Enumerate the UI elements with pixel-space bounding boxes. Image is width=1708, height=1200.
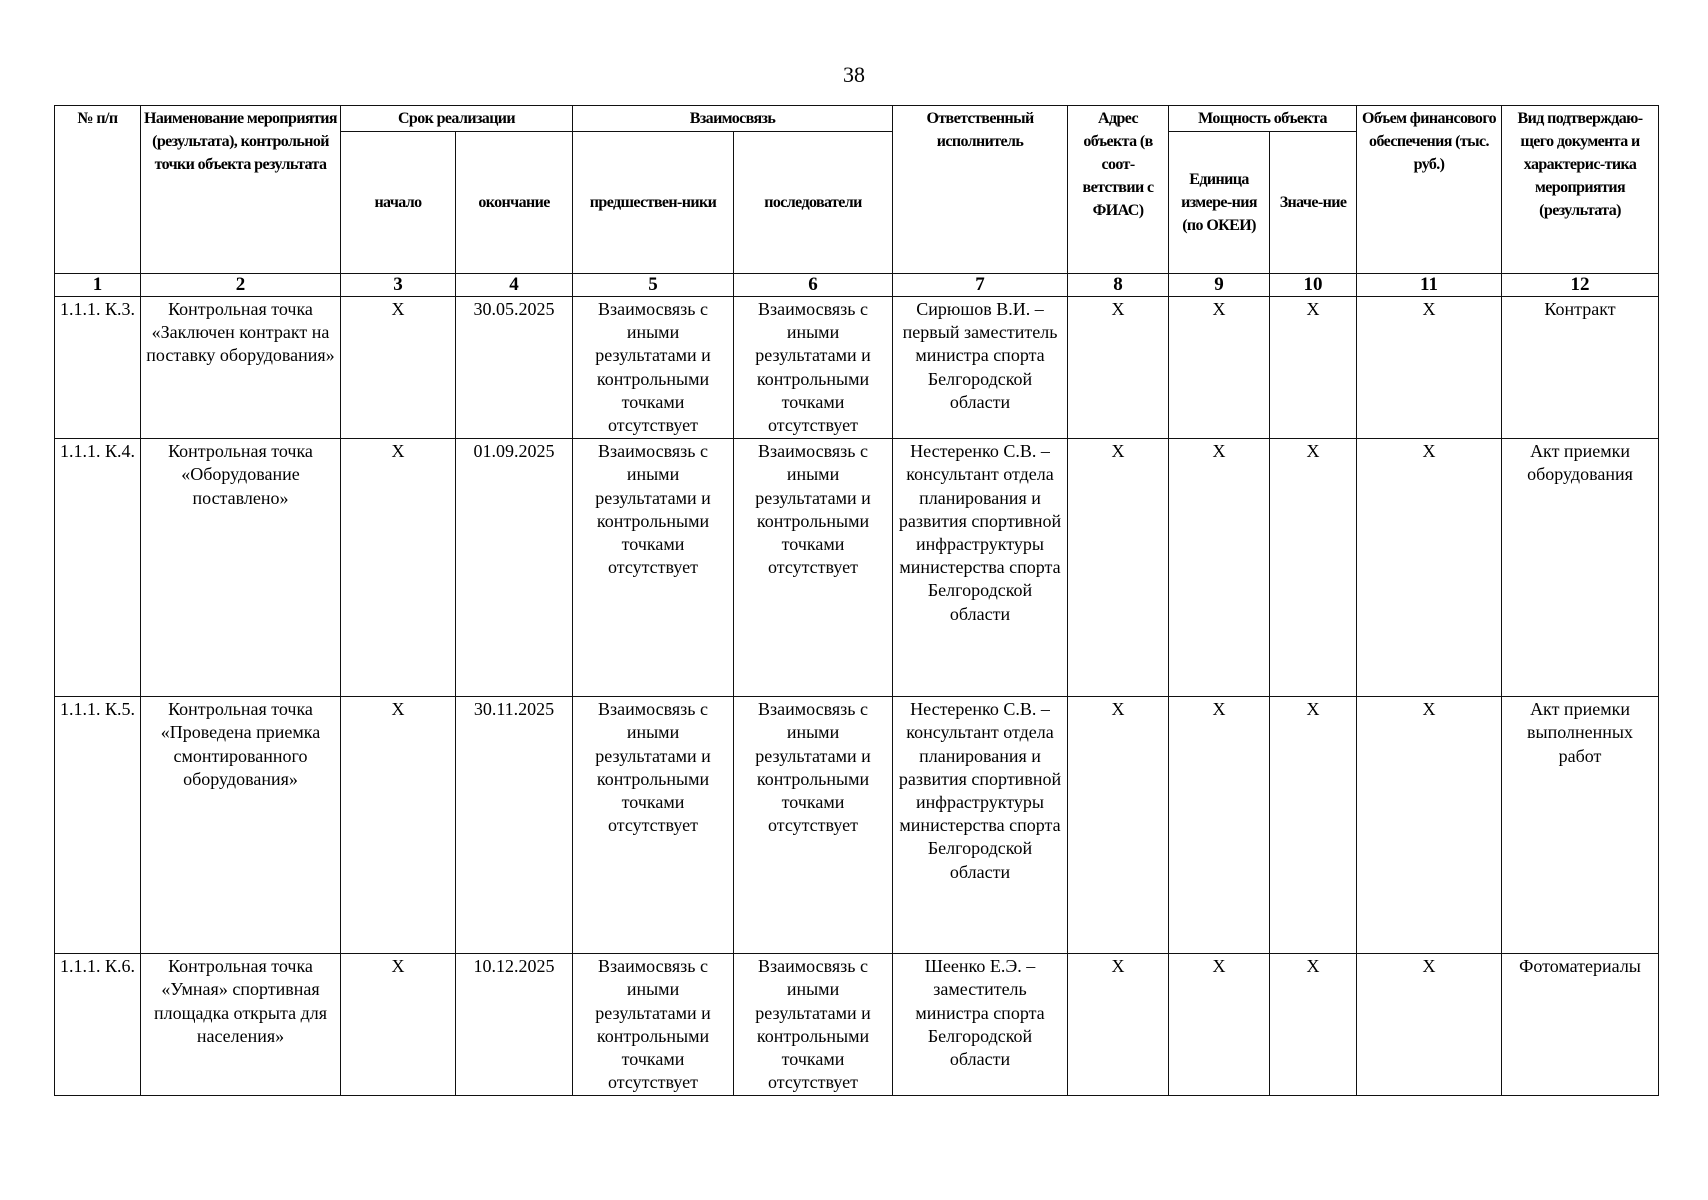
row-unit: X (1169, 297, 1270, 439)
row-finance: X (1357, 954, 1502, 1096)
column-number: 2 (141, 274, 341, 297)
header-relation: Взаимосвязь (573, 106, 893, 132)
row-start: X (341, 439, 456, 697)
row-finance: X (1357, 697, 1502, 954)
header-address: Адрес объекта (в соот-ветствии с ФИАС) (1068, 106, 1169, 274)
row-value: X (1270, 439, 1357, 697)
row-successors: Взаимосвязь с иными результатами и контрольными точками отсутствует (734, 297, 893, 439)
row-successors: Взаимосвязь с иными результатами и контрольными точками отсутствует (734, 954, 893, 1096)
header-term: Срок реализации (341, 106, 573, 132)
column-number: 10 (1270, 274, 1357, 297)
column-number: 1 (55, 274, 141, 297)
row-responsible: Шеенко Е.Э. – заместитель министра спорта Белгородской области (893, 954, 1068, 1096)
column-number: 5 (573, 274, 734, 297)
row-num: 1.1.1. К.6. (55, 954, 141, 1096)
row-name: Контрольная точка «Заключен контракт на поставку оборудования» (141, 297, 341, 439)
row-predecessors: Взаимосвязь с иными результатами и контрольными точками отсутствует (573, 954, 734, 1096)
header-row (55, 106, 1659, 132)
row-value: X (1270, 954, 1357, 1096)
row-address: X (1068, 697, 1169, 954)
row-unit: X (1169, 439, 1270, 697)
row-end: 10.12.2025 (456, 954, 573, 1096)
row-value: X (1270, 697, 1357, 954)
row-num: 1.1.1. К.4. (55, 439, 141, 697)
header-value: Значе-ние (1270, 132, 1357, 274)
row-start: X (341, 697, 456, 954)
row-address: X (1068, 297, 1169, 439)
row-doc: Контракт (1502, 297, 1659, 439)
row-doc: Фотоматериалы (1502, 954, 1659, 1096)
row-responsible: Нестеренко С.В. – консультант отдела планирования и развития спортивной инфраструктуры министерства спорта Белгородской области (893, 439, 1068, 697)
row-successors: Взаимосвязь с иными результатами и контрольными точками отсутствует (734, 439, 893, 697)
table-row (55, 954, 1659, 1096)
row-end: 30.05.2025 (456, 297, 573, 439)
row-responsible: Нестеренко С.В. – консультант отдела планирования и развития спортивной инфраструктуры министерства спорта Белгородской области (893, 697, 1068, 954)
row-doc: Акт приемки оборудования (1502, 439, 1659, 697)
column-number: 3 (341, 274, 456, 297)
column-number: 12 (1502, 274, 1659, 297)
header-capacity: Мощность объекта (1169, 106, 1357, 132)
row-predecessors: Взаимосвязь с иными результатами и контрольными точками отсутствует (573, 439, 734, 697)
row-address: X (1068, 954, 1169, 1096)
column-number: 7 (893, 274, 1068, 297)
table-row (55, 697, 1659, 954)
row-start: X (341, 954, 456, 1096)
row-start: X (341, 297, 456, 439)
row-finance: X (1357, 439, 1502, 697)
header-name: Наименование мероприятия (результата), контрольной точки объекта результата (141, 106, 341, 274)
column-number: 4 (456, 274, 573, 297)
header-term-end: окончание (456, 132, 573, 274)
row-name: Контрольная точка «Проведена приемка смонтированного оборудования» (141, 697, 341, 954)
control-points-table (54, 105, 1659, 1096)
row-predecessors: Взаимосвязь с иными результатами и контрольными точками отсутствует (573, 697, 734, 954)
row-name: Контрольная точка «Умная» спортивная площадка открыта для населения» (141, 954, 341, 1096)
column-number: 8 (1068, 274, 1169, 297)
page-number: 38 (843, 62, 865, 87)
header-finance: Объем финансового обеспечения (тыс. руб.) (1357, 106, 1502, 274)
row-num: 1.1.1. К.5. (55, 697, 141, 954)
row-address: X (1068, 439, 1169, 697)
column-number: 9 (1169, 274, 1270, 297)
row-successors: Взаимосвязь с иными результатами и контрольными точками отсутствует (734, 697, 893, 954)
row-finance: X (1357, 297, 1502, 439)
row-unit: X (1169, 697, 1270, 954)
table-row (55, 297, 1659, 439)
row-predecessors: Взаимосвязь с иными результатами и контрольными точками отсутствует (573, 297, 734, 439)
row-value: X (1270, 297, 1357, 439)
header-responsible: Ответственный исполнитель (893, 106, 1068, 274)
column-number: 6 (734, 274, 893, 297)
header-term-start: начало (341, 132, 456, 274)
row-end: 30.11.2025 (456, 697, 573, 954)
header-num: № п/п (55, 106, 141, 274)
row-name: Контрольная точка «Оборудование поставлено» (141, 439, 341, 697)
row-end: 01.09.2025 (456, 439, 573, 697)
row-num: 1.1.1. К.3. (55, 297, 141, 439)
row-responsible: Сирюшов В.И. – первый заместитель министра спорта Белгородской области (893, 297, 1068, 439)
header-doc-type: Вид подтверждаю-щего документа и характерис-тика мероприятия (результата) (1502, 106, 1659, 274)
table-row (55, 439, 1659, 697)
column-number: 11 (1357, 274, 1502, 297)
row-unit: X (1169, 954, 1270, 1096)
header-successors: последователи (734, 132, 893, 274)
row-doc: Акт приемки выполненных работ (1502, 697, 1659, 954)
column-number-row (55, 274, 1659, 297)
header-predecessors: предшествен-ники (573, 132, 734, 274)
header-unit: Единица измере-ния (по ОКЕИ) (1169, 132, 1270, 274)
